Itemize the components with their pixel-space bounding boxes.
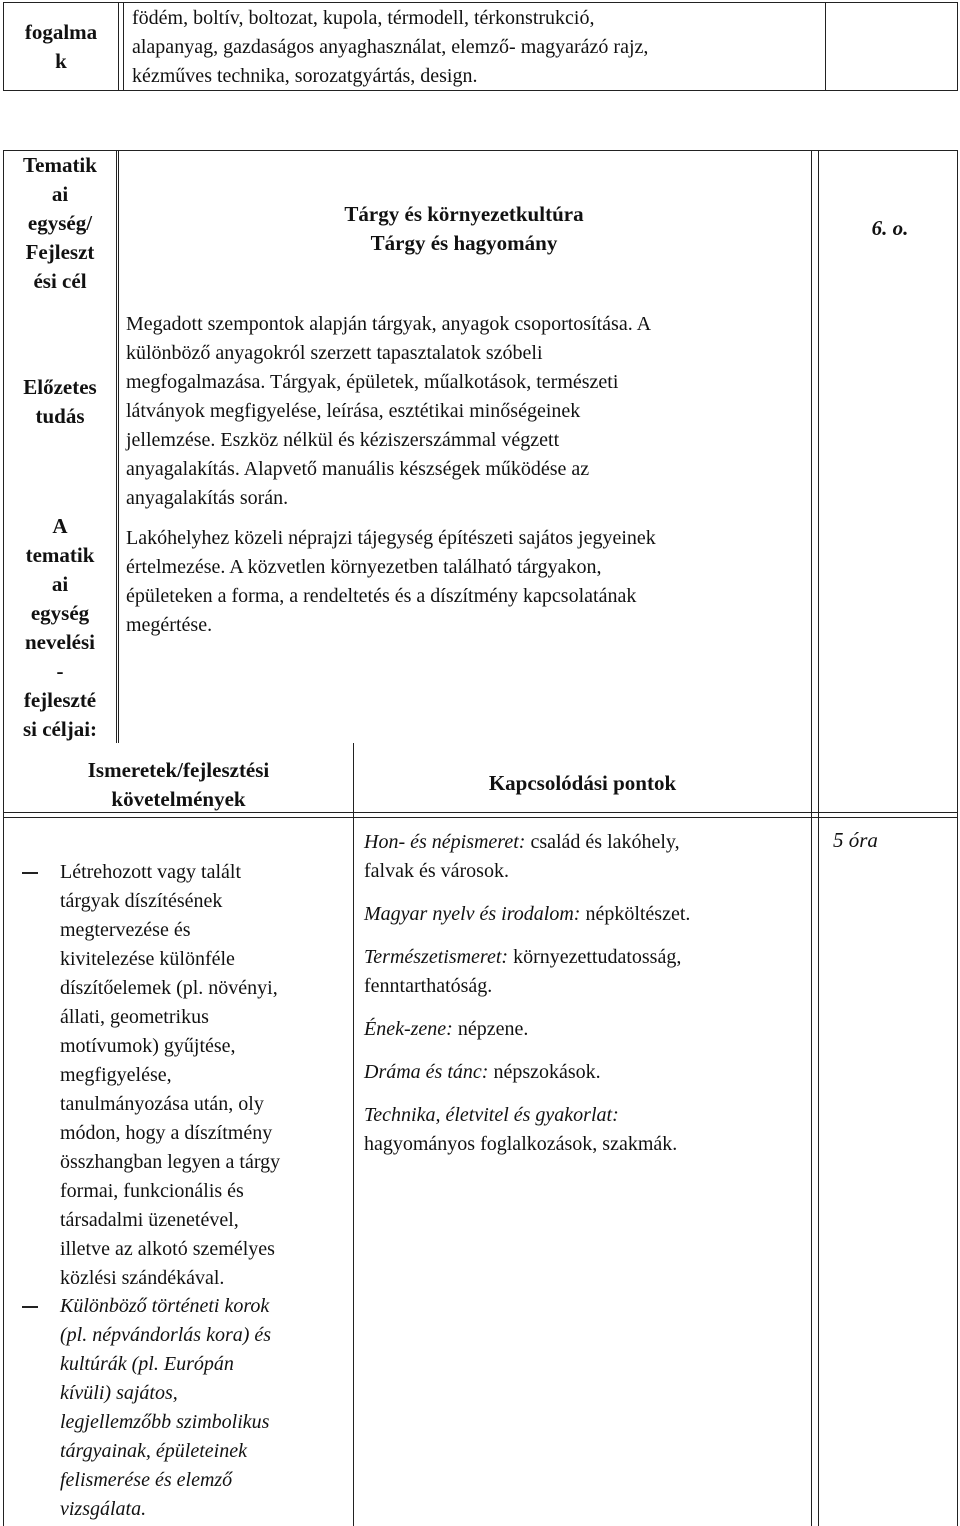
requirements-header-line: követelmények [111,787,246,811]
connection-text: fenntarthatóság. [364,975,493,997]
prior-knowledge-text [126,310,806,513]
requirement-line: tárgyainak, épületeinek [60,1440,247,1462]
requirement-line: formai, funkcionális és [60,1180,244,1202]
requirements-header [6,756,351,814]
unit-label-line: Tematik [23,153,97,177]
requirement-line: módon, hogy a díszítmény [60,1122,273,1144]
unit-title [120,200,808,258]
goals-label [6,512,114,744]
connection-subject: Dráma és tánc: [364,1061,489,1083]
prior-knowledge-line: látványok megfigyelése, leírása, esztétikai minőségeinek [126,400,581,422]
unit-label-line: Fejleszt [25,240,95,264]
goals-label-line: nevelési [25,630,95,654]
concepts-line: kézműves technika, sorozatgyártás, design. [132,65,478,87]
requirement-line: kultúrák (pl. Európán [60,1353,234,1375]
connection-item [364,943,804,1001]
connection-text: hagyományos foglalkozások, szakmák. [364,1133,678,1155]
prior-knowledge-line: Megadott szempontok alapján tárgyak, anyagok csoportosítása. A [126,313,652,335]
unit-label-line: ai [51,182,69,206]
prior-knowledge-label-line: tudás [35,404,85,428]
concepts-content [132,4,822,91]
connection-subject: Technika, életvitel és gyakorlat: [364,1104,619,1126]
goals-label-line: fejleszté [23,688,97,712]
goals-label-line: A [52,514,68,538]
requirement-item [60,858,350,1293]
requirement-line: Létrehozott vagy talált [60,861,242,883]
goals-line: megértése. [126,614,213,636]
connection-item [364,1101,804,1159]
goals-label-line: egység [30,601,90,625]
requirement-line: társadalmi üzenetével, [60,1209,239,1231]
requirement-line: (pl. népvándorlás kora) és [60,1324,272,1346]
requirement-line: összhangban legyen a tárgy [60,1151,281,1173]
goals-line: értelmezése. A közvetlen környezetben található tárgyakon, [126,556,602,578]
connection-subject: Magyar nyelv és irodalom: [364,903,581,925]
connection-text: család és lakóhely, [525,831,680,853]
prior-knowledge-line: megfogalmazása. Tárgyak, épületek, műalkotások, természeti [126,371,619,393]
requirement-line: motívumok) gyűjtése, [60,1035,236,1057]
prior-knowledge-line: anyagalakítás során. [126,487,289,509]
connection-text: népszokások. [488,1061,601,1083]
goals-label-line: - [56,659,64,683]
requirement-line: tárgyak díszítésének [60,890,223,912]
requirement-line: felismerése és elemző [60,1469,233,1491]
connection-subject: Hon- és népismeret: [364,831,526,853]
time-allocation: 5 óra [833,828,878,852]
prior-knowledge-line: jellemzése. Eszköz nélkül és kéziszerszámmal végzett [126,429,560,451]
connection-item [364,828,804,886]
connection-text: falvak és városok. [364,860,509,882]
unit-label-line: egység/ [27,211,93,235]
concepts-line: födém, boltív, boltozat, kupola, térmodell, térkonstrukció, [132,7,595,29]
connections-list [364,828,804,1173]
grade-label: 6. o. [871,216,909,240]
requirement-line: Különböző történeti korok [60,1295,270,1317]
connection-item [364,1015,804,1044]
requirement-line: vizsgálata. [60,1498,147,1520]
connection-subject: Természetismeret: [364,946,509,968]
dash-bullet-icon [22,1306,38,1308]
requirement-line: tanulmányozása után, oly [60,1093,264,1115]
requirement-line: illetve az alkotó személyes [60,1238,275,1260]
unit-title-line: Tárgy és környezetkultúra [344,202,584,226]
unit-title-line: Tárgy és hagyomány [370,231,558,255]
connection-item [364,900,804,929]
prior-knowledge-line: különböző anyagokról szerzett tapasztalatok szóbeli [126,342,543,364]
unit-label [6,151,114,296]
requirement-line: kívüli) sajátos, [60,1382,178,1404]
requirement-line: legjellemzőbb szimbolikus [60,1411,270,1433]
connection-item [364,1058,804,1087]
goals-label-line: si céljai: [22,717,98,741]
prior-knowledge-line: anyagalakítás. Alapvető manuális készségek működése az [126,458,590,480]
requirement-line: kivitelezése különféle [60,948,235,970]
requirement-line: állati, geometrikus [60,1006,209,1028]
dash-bullet-icon [22,872,38,874]
goals-label-line: ai [51,572,69,596]
prior-knowledge-label [6,373,114,431]
connection-subject: Ének-zene: [364,1018,453,1040]
concepts-label [6,18,116,76]
concepts-label-line: fogalma [24,20,98,44]
goals-label-line: tematik [25,543,95,567]
requirements-header-line: Ismeretek/fejlesztési [87,758,270,782]
requirement-line: megtervezése és [60,919,191,941]
connection-text: környezettudatosság, [508,946,682,968]
requirement-item [60,1292,350,1524]
concepts-label-line: k [55,49,67,73]
goals-line: Lakóhelyhez közeli néprajzi tájegység építészeti sajátos jegyeinek [126,527,656,549]
prior-knowledge-label-line: Előzetes [23,375,97,399]
concepts-line: alapanyag, gazdaságos anyaghasználat, elemző- magyarázó rajz, [132,36,649,58]
connection-text: népköltészet. [580,903,691,925]
goals-text [126,524,806,640]
requirement-line: közlési szándékával. [60,1267,225,1289]
connections-header: Kapcsolódási pontok [488,771,677,795]
requirement-line: megfigyelése, [60,1064,172,1086]
requirement-line: díszítőelemek (pl. növényi, [60,977,278,999]
connection-text: népzene. [452,1018,529,1040]
unit-label-line: ési cél [33,269,87,293]
goals-line: épületeken a forma, a rendeltetés és a díszítmény kapcsolatának [126,585,637,607]
